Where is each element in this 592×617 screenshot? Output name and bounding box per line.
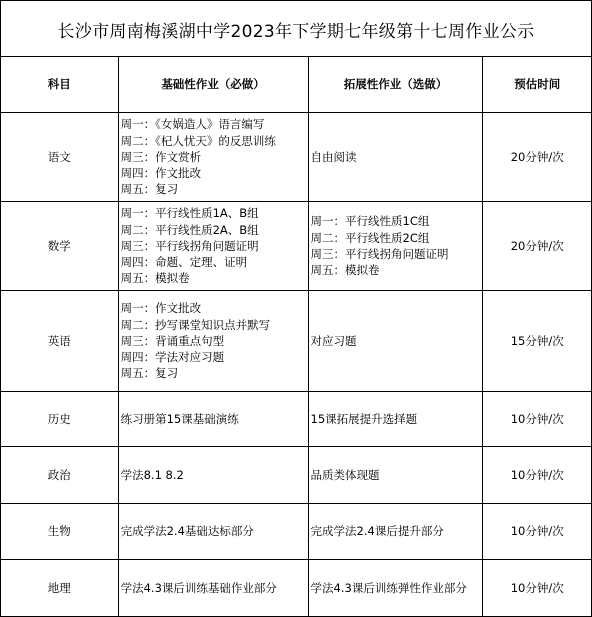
- basic-homework-line: 练习册第15课基础演练: [120, 411, 239, 426]
- basic-homework-cell: [118, 392, 308, 447]
- table-body: [1, 113, 592, 617]
- subject-cell: 英语: [1, 291, 119, 392]
- extended-homework-cell: [308, 392, 483, 447]
- basic-homework-line: 周五：复习: [120, 366, 179, 381]
- basic-homework-cell: [118, 202, 308, 291]
- table-row: [1, 560, 592, 617]
- basic-homework-cell: [118, 291, 308, 392]
- extended-homework-cell: [308, 113, 483, 202]
- basic-homework-line: 周一：《女娲造人》语言编写: [120, 117, 265, 132]
- extended-homework-line: 周二：平行线性质2C组: [310, 230, 430, 245]
- time-cell: 10分钟/次: [483, 504, 592, 560]
- basic-homework-line: 学法8.1 8.2: [120, 467, 184, 482]
- basic-homework-line: 周三：作文赏析: [120, 149, 202, 164]
- sheet-title: 长沙市周南梅溪湖中学2023年下学期七年级第十七周作业公示: [0, 0, 592, 57]
- extended-homework-line: 完成学法2.4课后提升部分: [310, 524, 444, 539]
- time-cell: 10分钟/次: [483, 447, 592, 504]
- basic-homework-line: 周四：命题、定理、证明: [120, 255, 248, 270]
- basic-homework-cell: [118, 447, 308, 504]
- extended-homework-cell: [308, 291, 483, 392]
- time-cell: 20分钟/次: [483, 113, 592, 202]
- table-row: [1, 113, 592, 202]
- table-row: [1, 202, 592, 291]
- basic-homework-cell: [118, 113, 308, 202]
- basic-homework-line: 周五：模拟卷: [120, 271, 190, 286]
- extended-homework-line: 15课拓展提升选择题: [310, 411, 418, 426]
- basic-homework-line: 周四：学法对应习题: [120, 350, 225, 365]
- extended-homework-line: 对应习题: [310, 333, 357, 348]
- basic-homework-line: 周四：作文批改: [120, 166, 202, 181]
- header-basic: 基础性作业（必做）: [118, 57, 308, 113]
- subject-cell: 数学: [1, 202, 119, 291]
- basic-homework-line: 周三：背诵重点句型: [120, 333, 225, 348]
- basic-homework-line: 完成学法2.4基础达标部分: [120, 524, 254, 539]
- header-subject: 科目: [1, 57, 119, 113]
- extended-homework-line: 周三：平行线拐角问题证明: [310, 247, 449, 261]
- basic-homework-cell: [118, 560, 308, 617]
- basic-homework-line: 周二：《杞人忧天》的反思训练: [120, 133, 276, 148]
- extended-homework-line: 品质类体现题: [310, 467, 380, 482]
- time-cell: 10分钟/次: [483, 560, 592, 617]
- basic-homework-line: 学法4.3课后训练基础作业部分: [120, 580, 277, 595]
- extended-homework-line: 学法4.3课后训练弹性作业部分: [310, 580, 467, 595]
- subject-cell: 生物: [1, 504, 119, 560]
- subject-cell: 历史: [1, 392, 119, 447]
- table-row: [1, 291, 592, 392]
- table-row: [1, 447, 592, 504]
- extended-homework-cell: [308, 504, 483, 560]
- header-extended: 拓展性作业（选做）: [308, 57, 483, 113]
- basic-homework-line: 周二：抄写课堂知识点并默写: [120, 317, 271, 332]
- time-cell: 20分钟/次: [483, 202, 592, 291]
- basic-homework-line: 周二：平行线性质2A、B组: [120, 222, 259, 237]
- header-time: 预估时间: [483, 57, 592, 113]
- subject-cell: 语文: [1, 113, 119, 202]
- extended-homework-cell: [308, 560, 483, 617]
- basic-homework-line: 周三：平行线拐角问题证明: [120, 238, 259, 253]
- subject-cell: 地理: [1, 560, 119, 617]
- header-row: [1, 57, 592, 113]
- basic-homework-cell: [118, 504, 308, 560]
- extended-homework-cell: [308, 447, 483, 504]
- extended-homework-line: 周一：平行线性质1C组: [310, 214, 430, 229]
- basic-homework-line: 周一：作文批改: [120, 301, 202, 316]
- extended-homework-line: 周五：模拟卷: [310, 263, 380, 278]
- extended-homework-cell: [308, 202, 483, 291]
- table-row: [1, 392, 592, 447]
- basic-homework-line: 周一：平行线性质1A、B组: [120, 206, 259, 221]
- time-cell: 10分钟/次: [483, 392, 592, 447]
- homework-table: [0, 56, 592, 617]
- subject-cell: 政治: [1, 447, 119, 504]
- extended-homework-line: 自由阅读: [310, 149, 357, 164]
- table-row: [1, 504, 592, 560]
- time-cell: 15分钟/次: [483, 291, 592, 392]
- basic-homework-line: 周五：复习: [120, 182, 179, 197]
